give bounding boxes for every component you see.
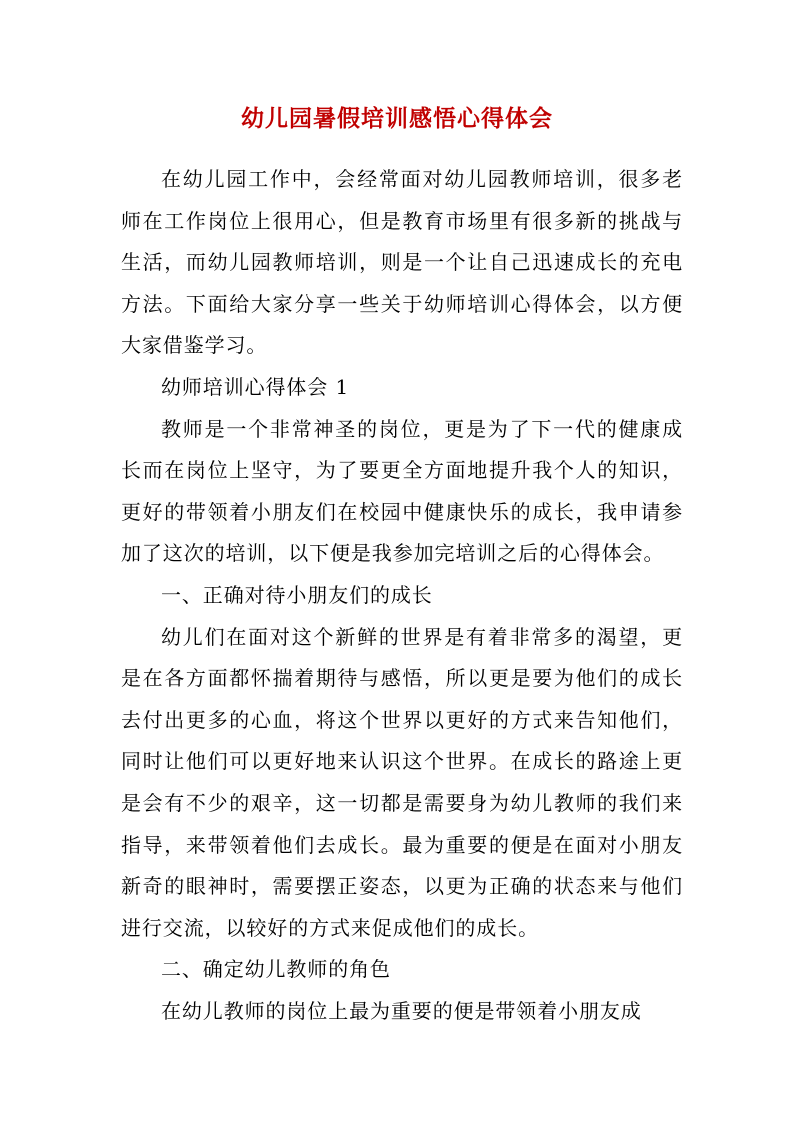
paragraph-teacher-role: 教师是一个非常神圣的岗位，更是为了下一代的健康成长而在岗位上坚守，为了要更全方面地提升我个人的知识，更好的带领着小朋友们在校园中健康快乐的成长，我申请参加了这次的培训，以下便是我参加完培训之后的心得体会。 bbox=[121, 416, 683, 566]
paragraph-intro: 在幼儿园工作中，会经常面对幼儿园教师培训，很多老师在工作岗位上很用心，但是教育市场里有很多新的挑战与生活，而幼儿园教师培训，则是一个让自己迅速成长的充电方法。下面给大家分享一些关于幼师培训心得体会，以方便大家借鉴学习。 bbox=[121, 167, 683, 358]
paragraph-children-growth: 幼儿们在面对这个新鲜的世界是有着非常多的渴望，更是在各方面都怀揣着期待与感悟，所以更是要为他们的成长去付出更多的心血，将这个世界以更好的方式来告知他们，同时让他们可以更好地来认识这个世界。在成长的路途上更是会有不少的艰辛，这一切都是需要身为幼儿教师的我们来指导，来带领着他们去成长。最为重要的便是在面对小朋友新奇的眼神时，需要摆正姿态，以更为正确的状态来与他们进行交流，以较好的方式来促成他们的成长。 bbox=[121, 624, 683, 940]
subheading-two: 二、确定幼儿教师的角色 bbox=[161, 957, 391, 982]
subheading-one: 一、正确对待小朋友们的成长 bbox=[161, 582, 433, 607]
section-heading-experience-1: 幼师培训心得体会 1 bbox=[161, 374, 350, 399]
document-body bbox=[121, 159, 683, 1032]
document-title: 幼儿园暑假培训感悟心得体会 bbox=[241, 105, 553, 132]
paragraph-teacher-position: 在幼儿教师的岗位上最为重要的便是带领着小朋友成 bbox=[161, 998, 642, 1023]
